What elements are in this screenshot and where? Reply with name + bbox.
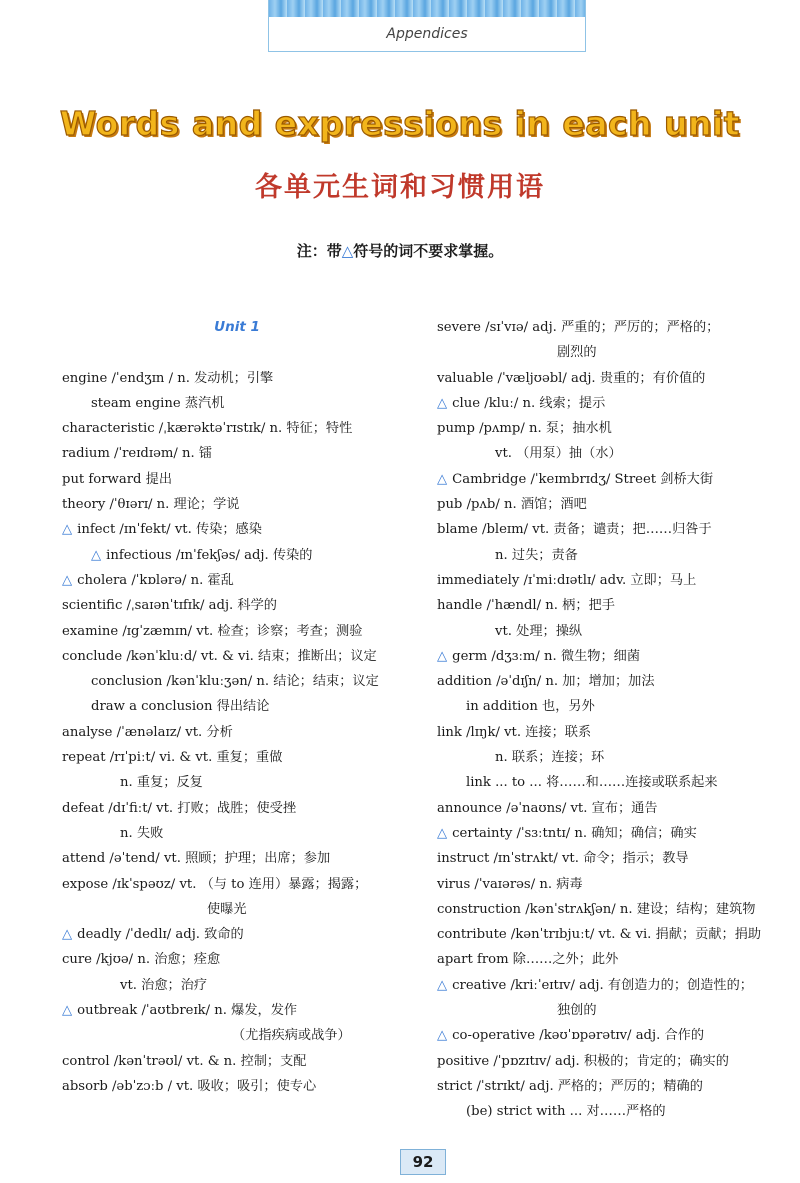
vocab-entry-text: scientific /ˌsaɪənˈtɪfɪk/ adj. 科学的 bbox=[62, 598, 277, 614]
vocab-entry-text: creative /kriːˈeɪtɪv/ adj. 有创造力的；创造性的； bbox=[452, 977, 753, 993]
vocab-entry bbox=[62, 973, 412, 998]
vocab-entry-text: control /kənˈtrəʊl/ vt. & n. 控制；支配 bbox=[62, 1053, 307, 1069]
vocab-entry-text: characteristic /ˌkærəktəˈrɪstɪk/ n. 特征；特性 bbox=[62, 421, 353, 437]
vocab-entry bbox=[437, 669, 777, 694]
vocab-entry-text: certainty /ˈsɜːtntɪ/ n. 确知；确信；确实 bbox=[452, 825, 697, 841]
vocab-entry-text: link /lɪŋk/ vt. 连接；联系 bbox=[437, 724, 592, 740]
vocab-entry bbox=[437, 1099, 777, 1124]
page-number: 92 bbox=[400, 1149, 446, 1175]
vocab-entry bbox=[437, 543, 777, 568]
vocab-entry-text: severe /sɪˈvɪə/ adj. 严重的；严厉的；严格的； bbox=[437, 320, 720, 335]
vocab-entry bbox=[62, 1023, 412, 1048]
vocab-entry-text: instruct /ɪnˈstrʌkt/ vt. 命令；指示；教导 bbox=[437, 851, 689, 867]
vocab-entry-text: conclusion /kənˈkluːʒən/ n. 结论；结束；议定 bbox=[91, 674, 379, 690]
triangle-icon: △ bbox=[437, 471, 448, 487]
page-subtitle: 各单元生词和习惯用语 bbox=[255, 172, 545, 203]
vocab-entry-text: contribute /kənˈtrɪbjuːt/ vt. & vi. 捐献；贡献；捐助 bbox=[437, 927, 762, 943]
vocab-entry-text: n. 联系；连接；环 bbox=[495, 750, 605, 766]
vocab-entry-text: strict /ˈstrɪkt/ adj. 严格的；严厉的；精确的 bbox=[437, 1078, 703, 1094]
vocab-entry-text: infect /ɪnˈfekt/ vt. 传染；感染 bbox=[77, 522, 262, 538]
vocab-entry-text: virus /ˈvaɪərəs/ n. 病毒 bbox=[437, 876, 583, 892]
triangle-icon: △ bbox=[91, 547, 102, 563]
vocab-entry bbox=[62, 568, 412, 593]
triangle-icon: △ bbox=[62, 1003, 73, 1019]
vocab-entry bbox=[437, 821, 777, 846]
vocab-entry-text: construction /kənˈstrʌkʃən/ n. 建设；结构；建筑物 bbox=[437, 901, 756, 917]
vocab-entry-text: outbreak /ˈaʊtbreɪk/ n. 爆发，发作 bbox=[77, 1003, 298, 1019]
vocab-entry-text: radium /ˈreɪdɪəm/ n. 镭 bbox=[62, 446, 213, 462]
vocab-entry bbox=[62, 416, 412, 441]
triangle-icon: △ bbox=[62, 522, 73, 538]
left-column bbox=[62, 315, 412, 1099]
vocab-entry-text: positive /ˈpɒzɪtɪv/ adj. 积极的；肯定的；确实的 bbox=[437, 1053, 729, 1069]
vocab-entry bbox=[437, 1023, 777, 1048]
vocab-entry-text: defeat /dɪˈfiːt/ vt. 打败；战胜；使受挫 bbox=[62, 800, 297, 816]
header-label: Appendices bbox=[386, 26, 468, 42]
vocab-entry-text: conclude /kənˈkluːd/ vt. & vi. 结束；推断出；议定 bbox=[62, 648, 377, 664]
vocab-entry-text: expose /ɪkˈspəʊz/ vt. （与 to 连用）暴露；揭露； bbox=[62, 876, 368, 892]
vocab-entry bbox=[437, 441, 777, 466]
vocab-entry bbox=[437, 694, 777, 719]
triangle-icon: △ bbox=[341, 242, 354, 260]
vocab-entry-text: n. 失败 bbox=[120, 825, 164, 841]
vocab-entry bbox=[62, 669, 412, 694]
vocab-entry-text: examine /ɪgˈzæmɪn/ vt. 检查；诊察；考查；测验 bbox=[62, 623, 363, 639]
vocab-entry bbox=[62, 745, 412, 770]
vocab-entry bbox=[62, 998, 412, 1023]
vocab-entry-text: cholera /ˈkɒlərə/ n. 霍乱 bbox=[77, 572, 234, 588]
vocab-entry-text: 独创的 bbox=[557, 1003, 597, 1019]
vocab-entry bbox=[437, 770, 777, 795]
triangle-icon: △ bbox=[437, 825, 448, 841]
vocab-entry-text: vt. 治愈；治疗 bbox=[120, 977, 208, 993]
vocab-entry-text: attend /əˈtend/ vt. 照顾；护理；出席；参加 bbox=[62, 851, 331, 867]
right-column bbox=[437, 315, 777, 1125]
triangle-icon: △ bbox=[62, 572, 73, 588]
vocab-entry bbox=[437, 416, 777, 441]
vocab-entry bbox=[437, 745, 777, 770]
vocab-entry bbox=[437, 998, 777, 1023]
vocab-entry bbox=[62, 897, 412, 922]
triangle-icon: △ bbox=[62, 927, 73, 943]
vocab-entry-text: 使曝光 bbox=[207, 901, 247, 917]
vocab-entry bbox=[437, 897, 777, 922]
vocab-entry bbox=[62, 720, 412, 745]
vocab-entry bbox=[62, 872, 412, 897]
vocab-entry bbox=[62, 543, 412, 568]
vocab-entry bbox=[62, 467, 412, 492]
triangle-icon: △ bbox=[437, 648, 448, 664]
vocab-entry bbox=[62, 821, 412, 846]
vocab-entry-text: pump /pʌmp/ n. 泵；抽水机 bbox=[437, 421, 612, 437]
vocab-entry bbox=[62, 366, 412, 391]
vocab-entry-text: addition /əˈdɪʃn/ n. 加；增加；加法 bbox=[437, 674, 655, 690]
vocab-entry bbox=[437, 973, 777, 998]
note-prefix: 注：带 bbox=[296, 242, 342, 260]
vocab-entry-text: （尤指疾病或战争） bbox=[232, 1028, 351, 1044]
triangle-icon: △ bbox=[437, 395, 448, 411]
vocab-entry-text: deadly /ˈdedlɪ/ adj. 致命的 bbox=[77, 927, 244, 943]
page-title: Words and expressions in each unit bbox=[59, 104, 741, 143]
vocab-entry bbox=[437, 720, 777, 745]
vocab-entry-text: n. 过失；责备 bbox=[495, 547, 578, 563]
vocab-entry bbox=[437, 315, 777, 340]
vocab-entry bbox=[62, 517, 412, 542]
vocab-entry bbox=[62, 796, 412, 821]
vocab-entry-text: handle /ˈhændl/ n. 柄；把手 bbox=[437, 598, 615, 614]
vocab-entry-text: germ /dʒɜːm/ n. 微生物；细菌 bbox=[452, 648, 641, 664]
vocab-entry bbox=[437, 872, 777, 897]
vocab-entry bbox=[437, 796, 777, 821]
vocab-entry bbox=[62, 619, 412, 644]
vocab-entry-text: 剧烈的 bbox=[557, 345, 597, 361]
vocab-entry bbox=[62, 441, 412, 466]
vocab-entry bbox=[437, 1049, 777, 1074]
vocab-entry-text: (be) strict with ... 对……严格的 bbox=[466, 1104, 666, 1120]
vocab-entry-text: co-operative /kəʊˈɒpərətɪv/ adj. 合作的 bbox=[452, 1028, 705, 1044]
vocab-entry-text: draw a conclusion 得出结论 bbox=[91, 699, 270, 715]
vocab-entry-text: engine /ˈendʒɪn / n. 发动机；引擎 bbox=[62, 370, 274, 386]
vocab-entry bbox=[62, 492, 412, 517]
vocab-entry bbox=[62, 1049, 412, 1074]
vocab-entry bbox=[62, 644, 412, 669]
running-header bbox=[268, 0, 586, 52]
vocab-entry bbox=[62, 947, 412, 972]
left-vocab-list bbox=[62, 366, 412, 1100]
vocab-entry-text: in addition 也，另外 bbox=[466, 699, 595, 715]
triangle-icon: △ bbox=[437, 1028, 448, 1044]
vocab-entry bbox=[437, 391, 777, 416]
vocab-entry bbox=[62, 846, 412, 871]
vocab-entry-text: analyse /ˈænəlaɪz/ vt. 分析 bbox=[62, 724, 233, 740]
vocab-entry-text: infectious /ɪnˈfekʃəs/ adj. 传染的 bbox=[106, 547, 313, 563]
vocab-entry bbox=[437, 644, 777, 669]
vocab-entry bbox=[62, 1074, 412, 1099]
vocab-entry-text: link ... to ... 将……和……连接或联系起来 bbox=[466, 775, 718, 791]
vocab-entry-text: absorb /əbˈzɔːb / vt. 吸收；吸引；使专心 bbox=[62, 1078, 317, 1094]
vocab-entry bbox=[437, 947, 777, 972]
vocab-entry bbox=[437, 517, 777, 542]
vocab-entry-text: n. 重复；反复 bbox=[120, 775, 203, 791]
vocab-entry-text: immediately /ɪˈmiːdɪətlɪ/ adv. 立即；马上 bbox=[437, 572, 697, 588]
vocab-entry bbox=[437, 1074, 777, 1099]
vocab-entry bbox=[437, 492, 777, 517]
vocab-entry-text: steam engine 蒸汽机 bbox=[91, 395, 225, 411]
vocab-entry bbox=[437, 922, 777, 947]
vocab-entry bbox=[437, 467, 777, 492]
vocab-entry bbox=[437, 568, 777, 593]
vocab-entry-text: theory /ˈθɪərɪ/ n. 理论；学说 bbox=[62, 497, 240, 513]
vocab-entry bbox=[437, 619, 777, 644]
note bbox=[0, 240, 800, 261]
vocab-entry-text: clue /kluː/ n. 线索；提示 bbox=[452, 395, 606, 411]
note-suffix: 符号的词不要求掌握。 bbox=[353, 242, 504, 260]
vocab-entry-text: cure /kjʊə/ n. 治愈；痊愈 bbox=[62, 952, 221, 968]
vocab-entry-text: vt. 处理；操纵 bbox=[495, 623, 583, 639]
unit-heading: Unit 1 bbox=[214, 319, 260, 335]
vocab-entry-text: vt. （用泵）抽（水） bbox=[495, 446, 622, 462]
vocab-entry bbox=[62, 922, 412, 947]
vocab-entry bbox=[437, 846, 777, 871]
vocab-entry bbox=[62, 694, 412, 719]
vocab-entry-text: pub /pʌb/ n. 酒馆；酒吧 bbox=[437, 497, 587, 513]
right-vocab-list bbox=[437, 315, 777, 1125]
vocab-entry-text: announce /əˈnaʊns/ vt. 宣布；通告 bbox=[437, 800, 658, 816]
triangle-icon: △ bbox=[437, 977, 448, 993]
vocab-entry-text: put forward 提出 bbox=[62, 471, 173, 487]
vocab-entry-text: valuable /ˈvæljʊəbl/ adj. 贵重的；有价值的 bbox=[437, 370, 706, 386]
vocab-entry-text: blame /bleɪm/ vt. 责备；谴责；把……归咎于 bbox=[437, 522, 712, 538]
vocab-entry-text: apart from 除……之外；此外 bbox=[437, 952, 619, 968]
vocab-entry bbox=[62, 391, 412, 416]
header-wave-decoration bbox=[269, 0, 585, 17]
vocab-entry-text: Cambridge /ˈkeɪmbrɪdʒ/ Street 剑桥大街 bbox=[452, 471, 714, 487]
vocab-entry bbox=[437, 340, 777, 365]
vocab-entry bbox=[437, 366, 777, 391]
vocab-entry bbox=[437, 593, 777, 618]
vocab-entry bbox=[62, 770, 412, 795]
vocab-entry bbox=[62, 593, 412, 618]
vocab-entry-text: repeat /rɪˈpiːt/ vi. & vt. 重复；重做 bbox=[62, 750, 283, 766]
